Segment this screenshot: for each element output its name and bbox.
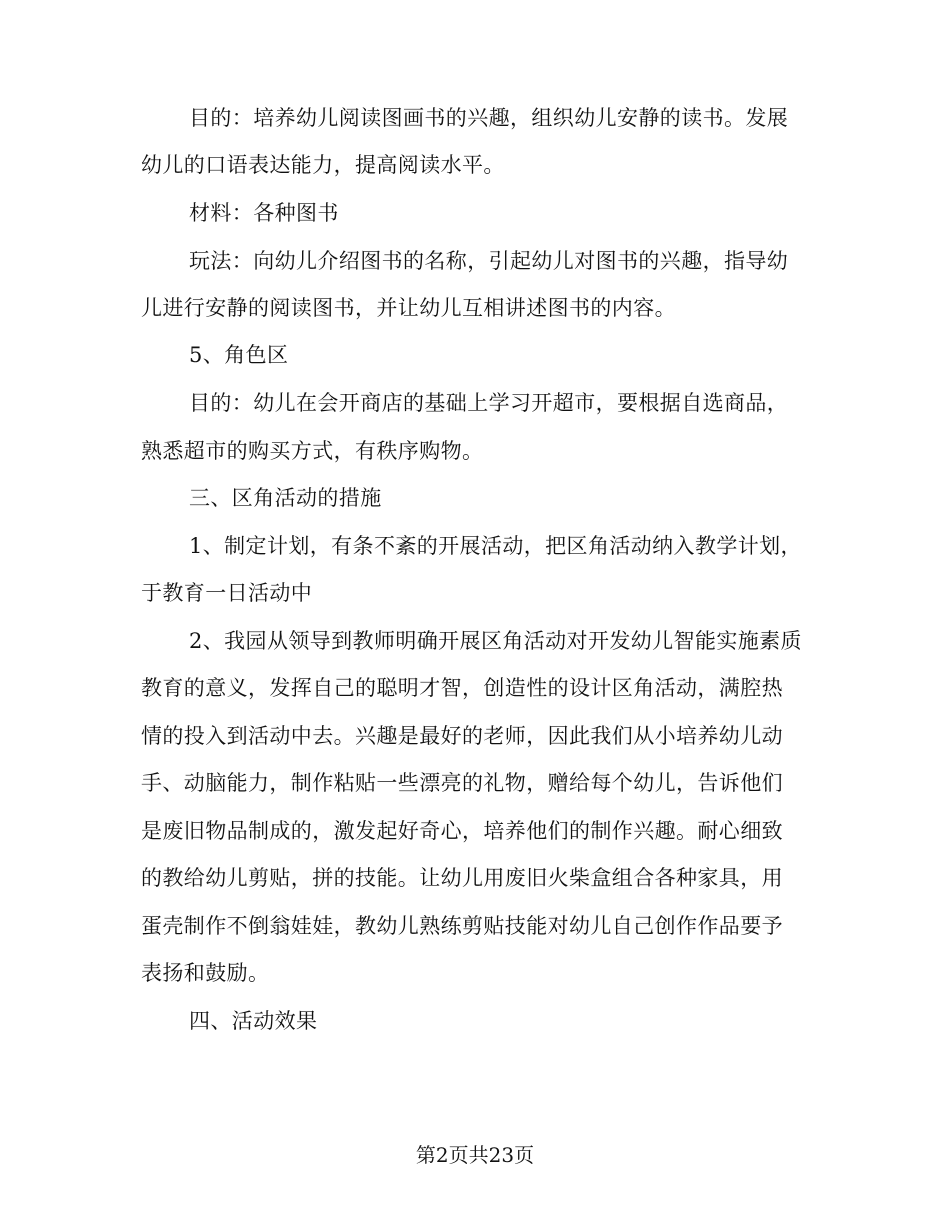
paragraph-line: 教育的意义，发挥自己的聪明才智，创造性的设计区角活动，满腔热 — [141, 676, 783, 700]
paragraph-line: 玩法：向幼儿介绍图书的名称，引起幼儿对图书的兴趣，指导幼 — [189, 249, 789, 273]
paragraph-line: 的教给幼儿剪贴，拼的技能。让幼儿用废旧火柴盒组合各种家具，用 — [141, 866, 783, 890]
paragraph-line: 儿进行安静的阅读图书，并让幼儿互相讲述图书的内容。 — [141, 296, 676, 320]
paragraph-line: 手、动脑能力，制作粘贴一些漂亮的礼物，赠给每个幼儿，告诉他们 — [141, 771, 783, 795]
paragraph-line: 幼儿的口语表达能力，提高阅读水平。 — [141, 153, 505, 177]
paragraph-line: 于教育一日活动中 — [141, 581, 313, 605]
paragraph-line: 材料：各种图书 — [189, 201, 339, 225]
paragraph-line: 1、制定计划，有条不紊的开展活动，把区角活动纳入教学计划， — [189, 534, 802, 558]
paragraph-line: 表扬和鼓励。 — [141, 961, 270, 985]
section-heading: 5、角色区 — [189, 343, 289, 367]
paragraph-line: 2、我园从领导到教师明确开展区角活动对开发幼儿智能实施素质 — [189, 629, 802, 653]
paragraph-line: 情的投入到活动中去。兴趣是最好的老师，因此我们从小培养幼儿动 — [141, 724, 783, 748]
section-heading: 三、区角活动的措施 — [189, 486, 382, 510]
paragraph-line: 熟悉超市的购买方式，有秩序购物。 — [141, 439, 484, 463]
paragraph-line: 蛋壳制作不倒翁娃娃，教幼儿熟练剪贴技能对幼儿自己创作作品要予 — [141, 914, 783, 938]
paragraph-line: 是废旧物品制成的，激发起好奇心，培养他们的制作兴趣。耐心细致 — [141, 819, 783, 843]
paragraph-line: 目的：培养幼儿阅读图画书的兴趣，组织幼儿安静的读书。发展 — [189, 106, 789, 130]
page-number-footer: 第2页共23页 — [415, 1143, 535, 1167]
paragraph-line: 目的：幼儿在会开商店的基础上学习开超市，要根据自选商品， — [189, 391, 789, 415]
section-heading: 四、活动效果 — [189, 1009, 318, 1033]
